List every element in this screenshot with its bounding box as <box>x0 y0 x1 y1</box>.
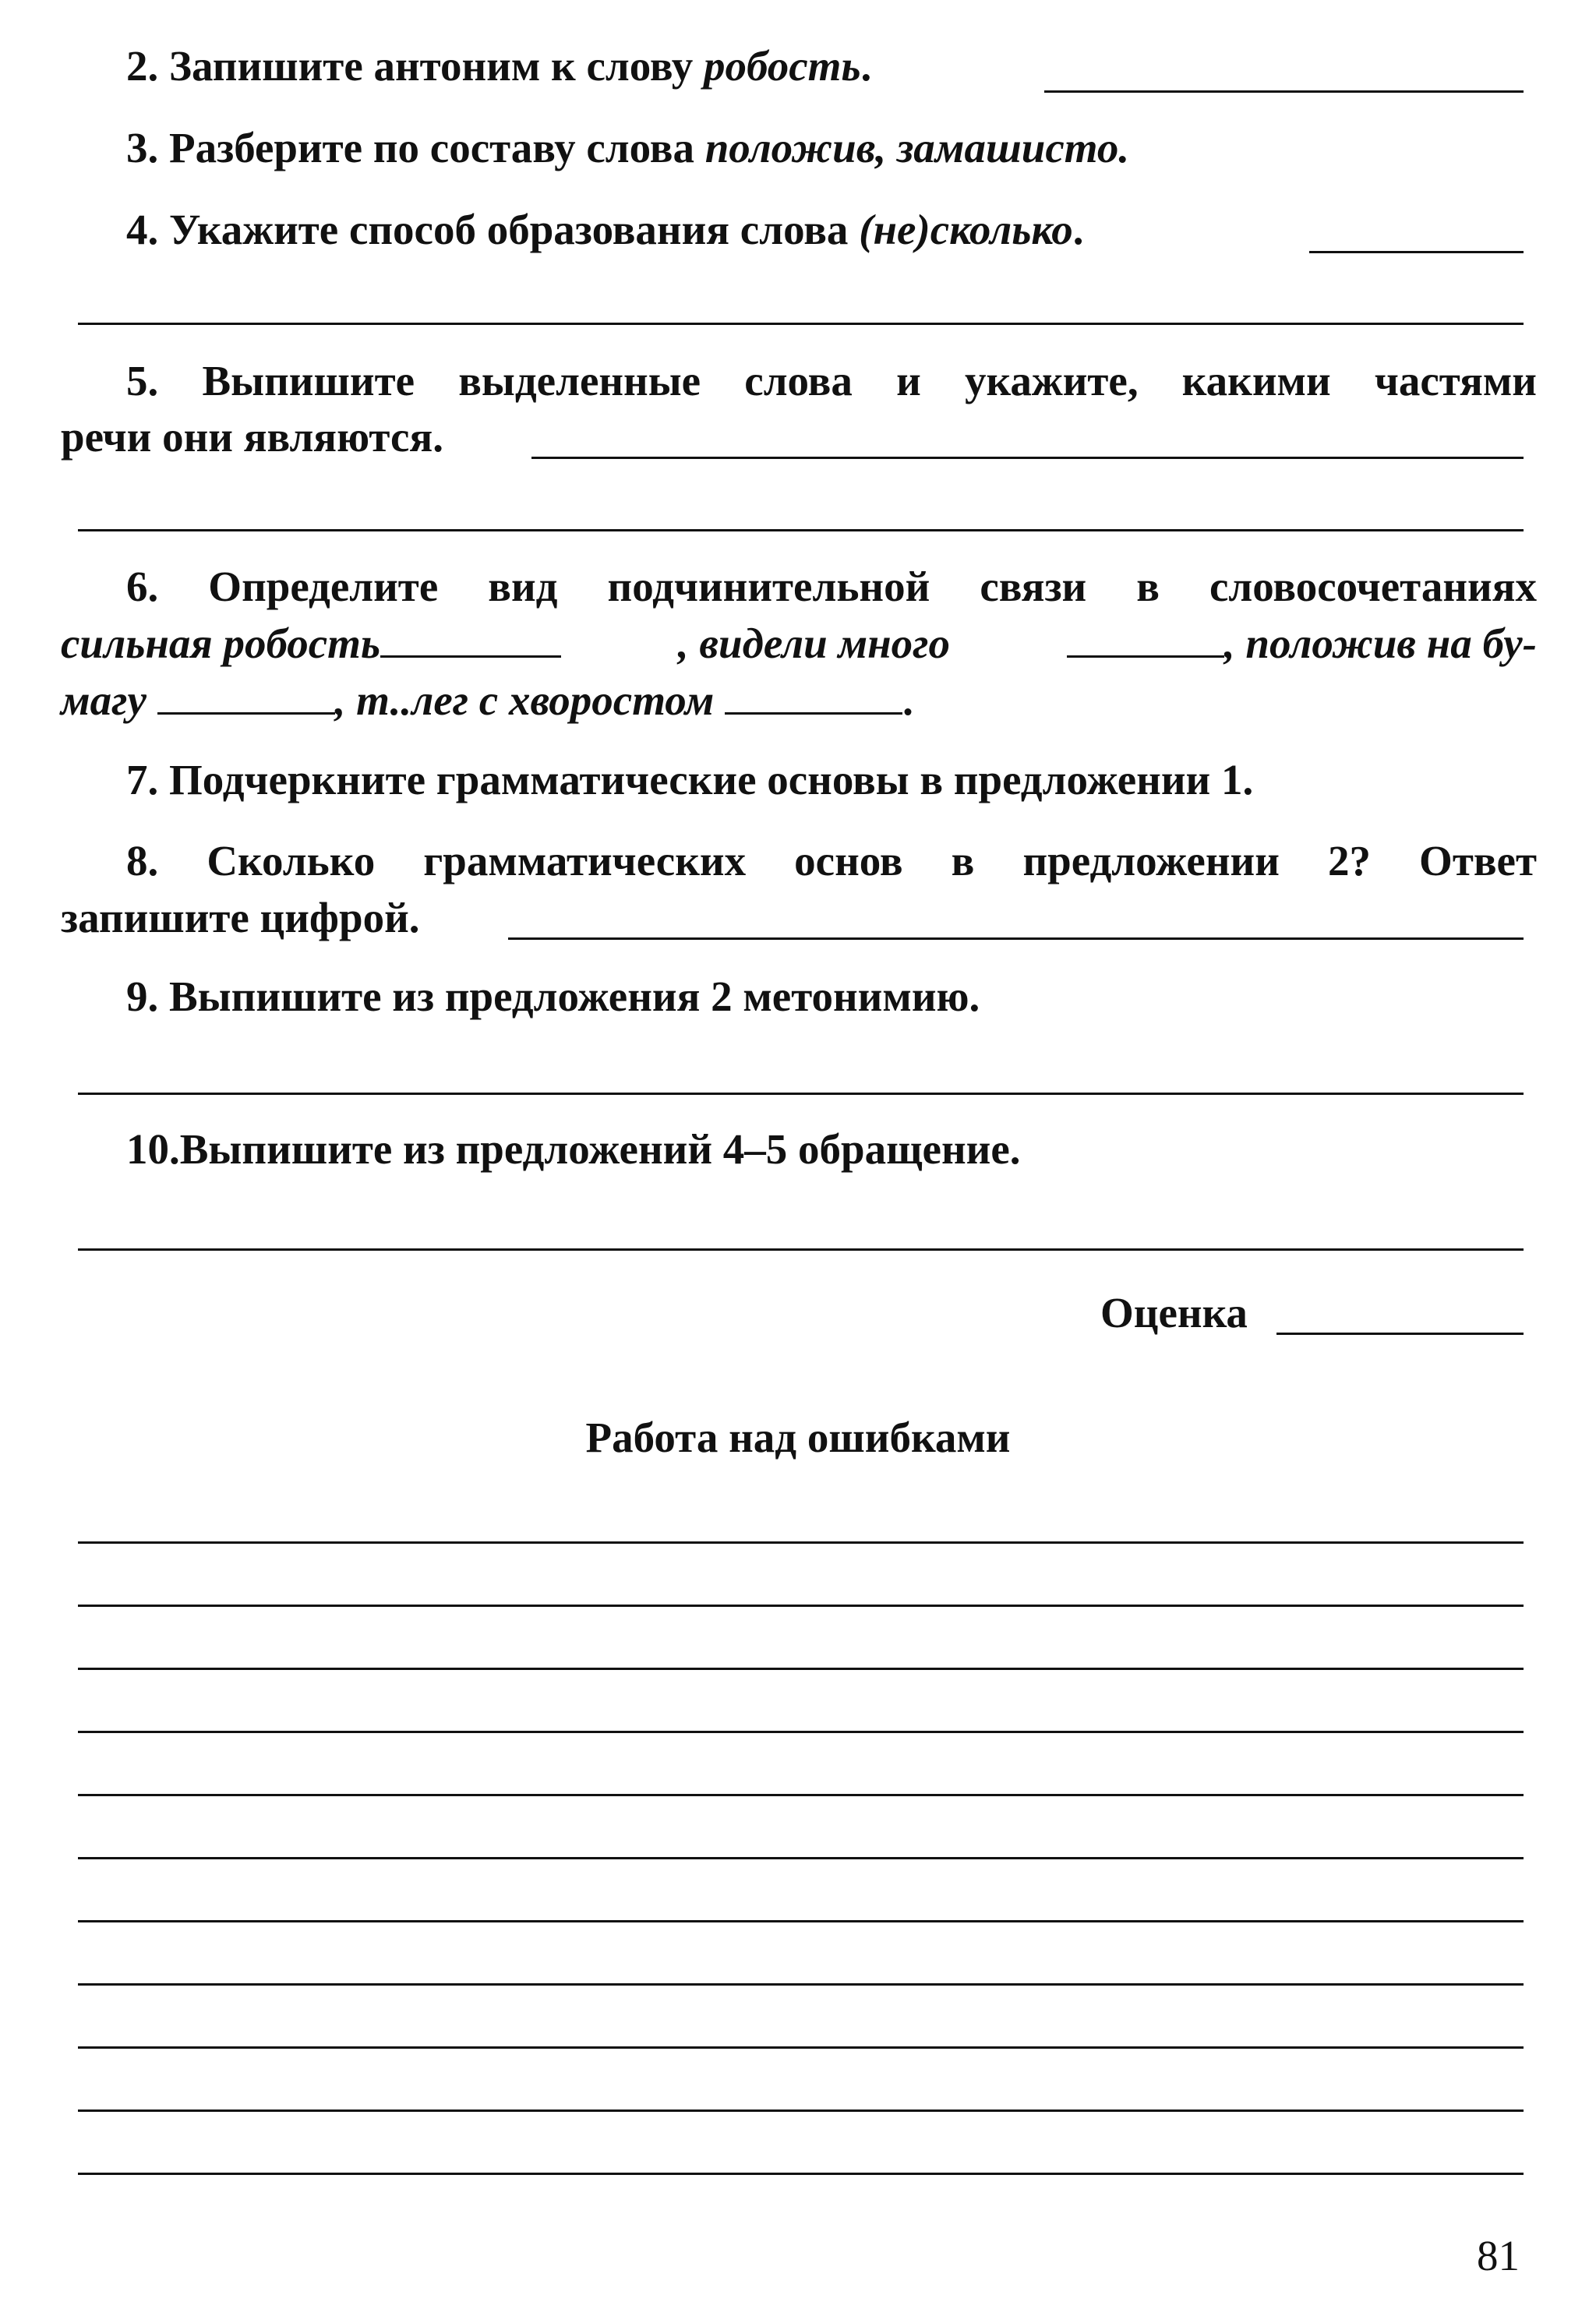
task-4-end: . <box>1072 206 1084 253</box>
work-line[interactable] <box>78 1983 1524 1986</box>
task-10: 10.Выпишите из предложений 4–5 обращение. <box>126 1125 1021 1173</box>
task-9-answer-line[interactable] <box>78 1093 1524 1095</box>
task-9: 9. Выпишите из предложения 2 метонимию. <box>126 973 980 1020</box>
phrase-4: магу <box>61 676 147 724</box>
work-line[interactable] <box>78 2173 1524 2175</box>
phrase-1: сильная робость <box>61 620 381 667</box>
blank-1[interactable] <box>380 655 561 658</box>
work-line[interactable] <box>78 1857 1524 1859</box>
work-line[interactable] <box>78 1605 1524 1607</box>
task-10-answer-line[interactable] <box>78 1248 1524 1251</box>
task-6-line-2 <box>61 618 1537 669</box>
task-8-answer-line[interactable] <box>508 937 1524 940</box>
work-line[interactable] <box>78 1541 1524 1544</box>
work-line[interactable] <box>78 1920 1524 1922</box>
phrase-3: , положив на бу- <box>1223 620 1537 667</box>
task-4 <box>126 204 1083 256</box>
task-2-text: 2. Запишите антоним к слову <box>126 42 704 90</box>
task-5-line-2: речи они являются. <box>61 413 443 461</box>
task-4-word: (не)сколько <box>859 206 1073 253</box>
blank-4[interactable] <box>725 711 902 715</box>
task-3-text: 3. Разберите по составу слова <box>126 124 705 171</box>
task-6-line-1: 6. Определите вид подчинительной связи в словосочетаниях <box>126 563 1537 610</box>
task-5-answer-line-2[interactable] <box>78 529 1524 531</box>
task-8-line-1: 8. Сколько грамматических основ в предложении 2? Ответ <box>126 837 1537 884</box>
task-5-line-1: 5. Выпишите выделенные слова и укажите, какими частями <box>126 357 1537 404</box>
task-3 <box>126 122 1129 174</box>
work-line[interactable] <box>78 2109 1524 2112</box>
blank-2[interactable] <box>1067 655 1224 658</box>
phrase-2: , видели много <box>677 620 950 667</box>
work-line[interactable] <box>78 1794 1524 1796</box>
task-2-word: робость <box>703 42 861 90</box>
work-line[interactable] <box>78 1731 1524 1733</box>
section-title: Работа над ошибками <box>585 1414 1011 1461</box>
task-2-end: . <box>860 42 872 90</box>
task-4-answer-line-2[interactable] <box>78 323 1524 325</box>
task-4-text: 4. Укажите способ образования слова <box>126 206 860 253</box>
task-2-answer-line[interactable] <box>1044 90 1524 93</box>
phrase-5: , т..лег с хворостом <box>334 676 715 724</box>
task-5-answer-line[interactable] <box>531 457 1524 459</box>
phrase-6: . <box>902 676 913 724</box>
task-2 <box>126 41 871 92</box>
page-number: 81 <box>1477 2232 1520 2279</box>
task-7: 7. Подчеркните грамматические основы в предложении 1. <box>126 756 1254 803</box>
blank-3[interactable] <box>157 711 335 715</box>
work-line[interactable] <box>78 1668 1524 1670</box>
grade-line[interactable] <box>1276 1333 1524 1335</box>
task-6-line-3 <box>61 675 913 726</box>
task-3-words: положив, замашисто. <box>704 124 1130 171</box>
work-line[interactable] <box>78 2046 1524 2049</box>
grade-label: Оценка <box>1100 1289 1248 1336</box>
task-4-answer-line[interactable] <box>1309 251 1524 253</box>
task-8-line-2: запишите цифрой. <box>61 894 420 941</box>
